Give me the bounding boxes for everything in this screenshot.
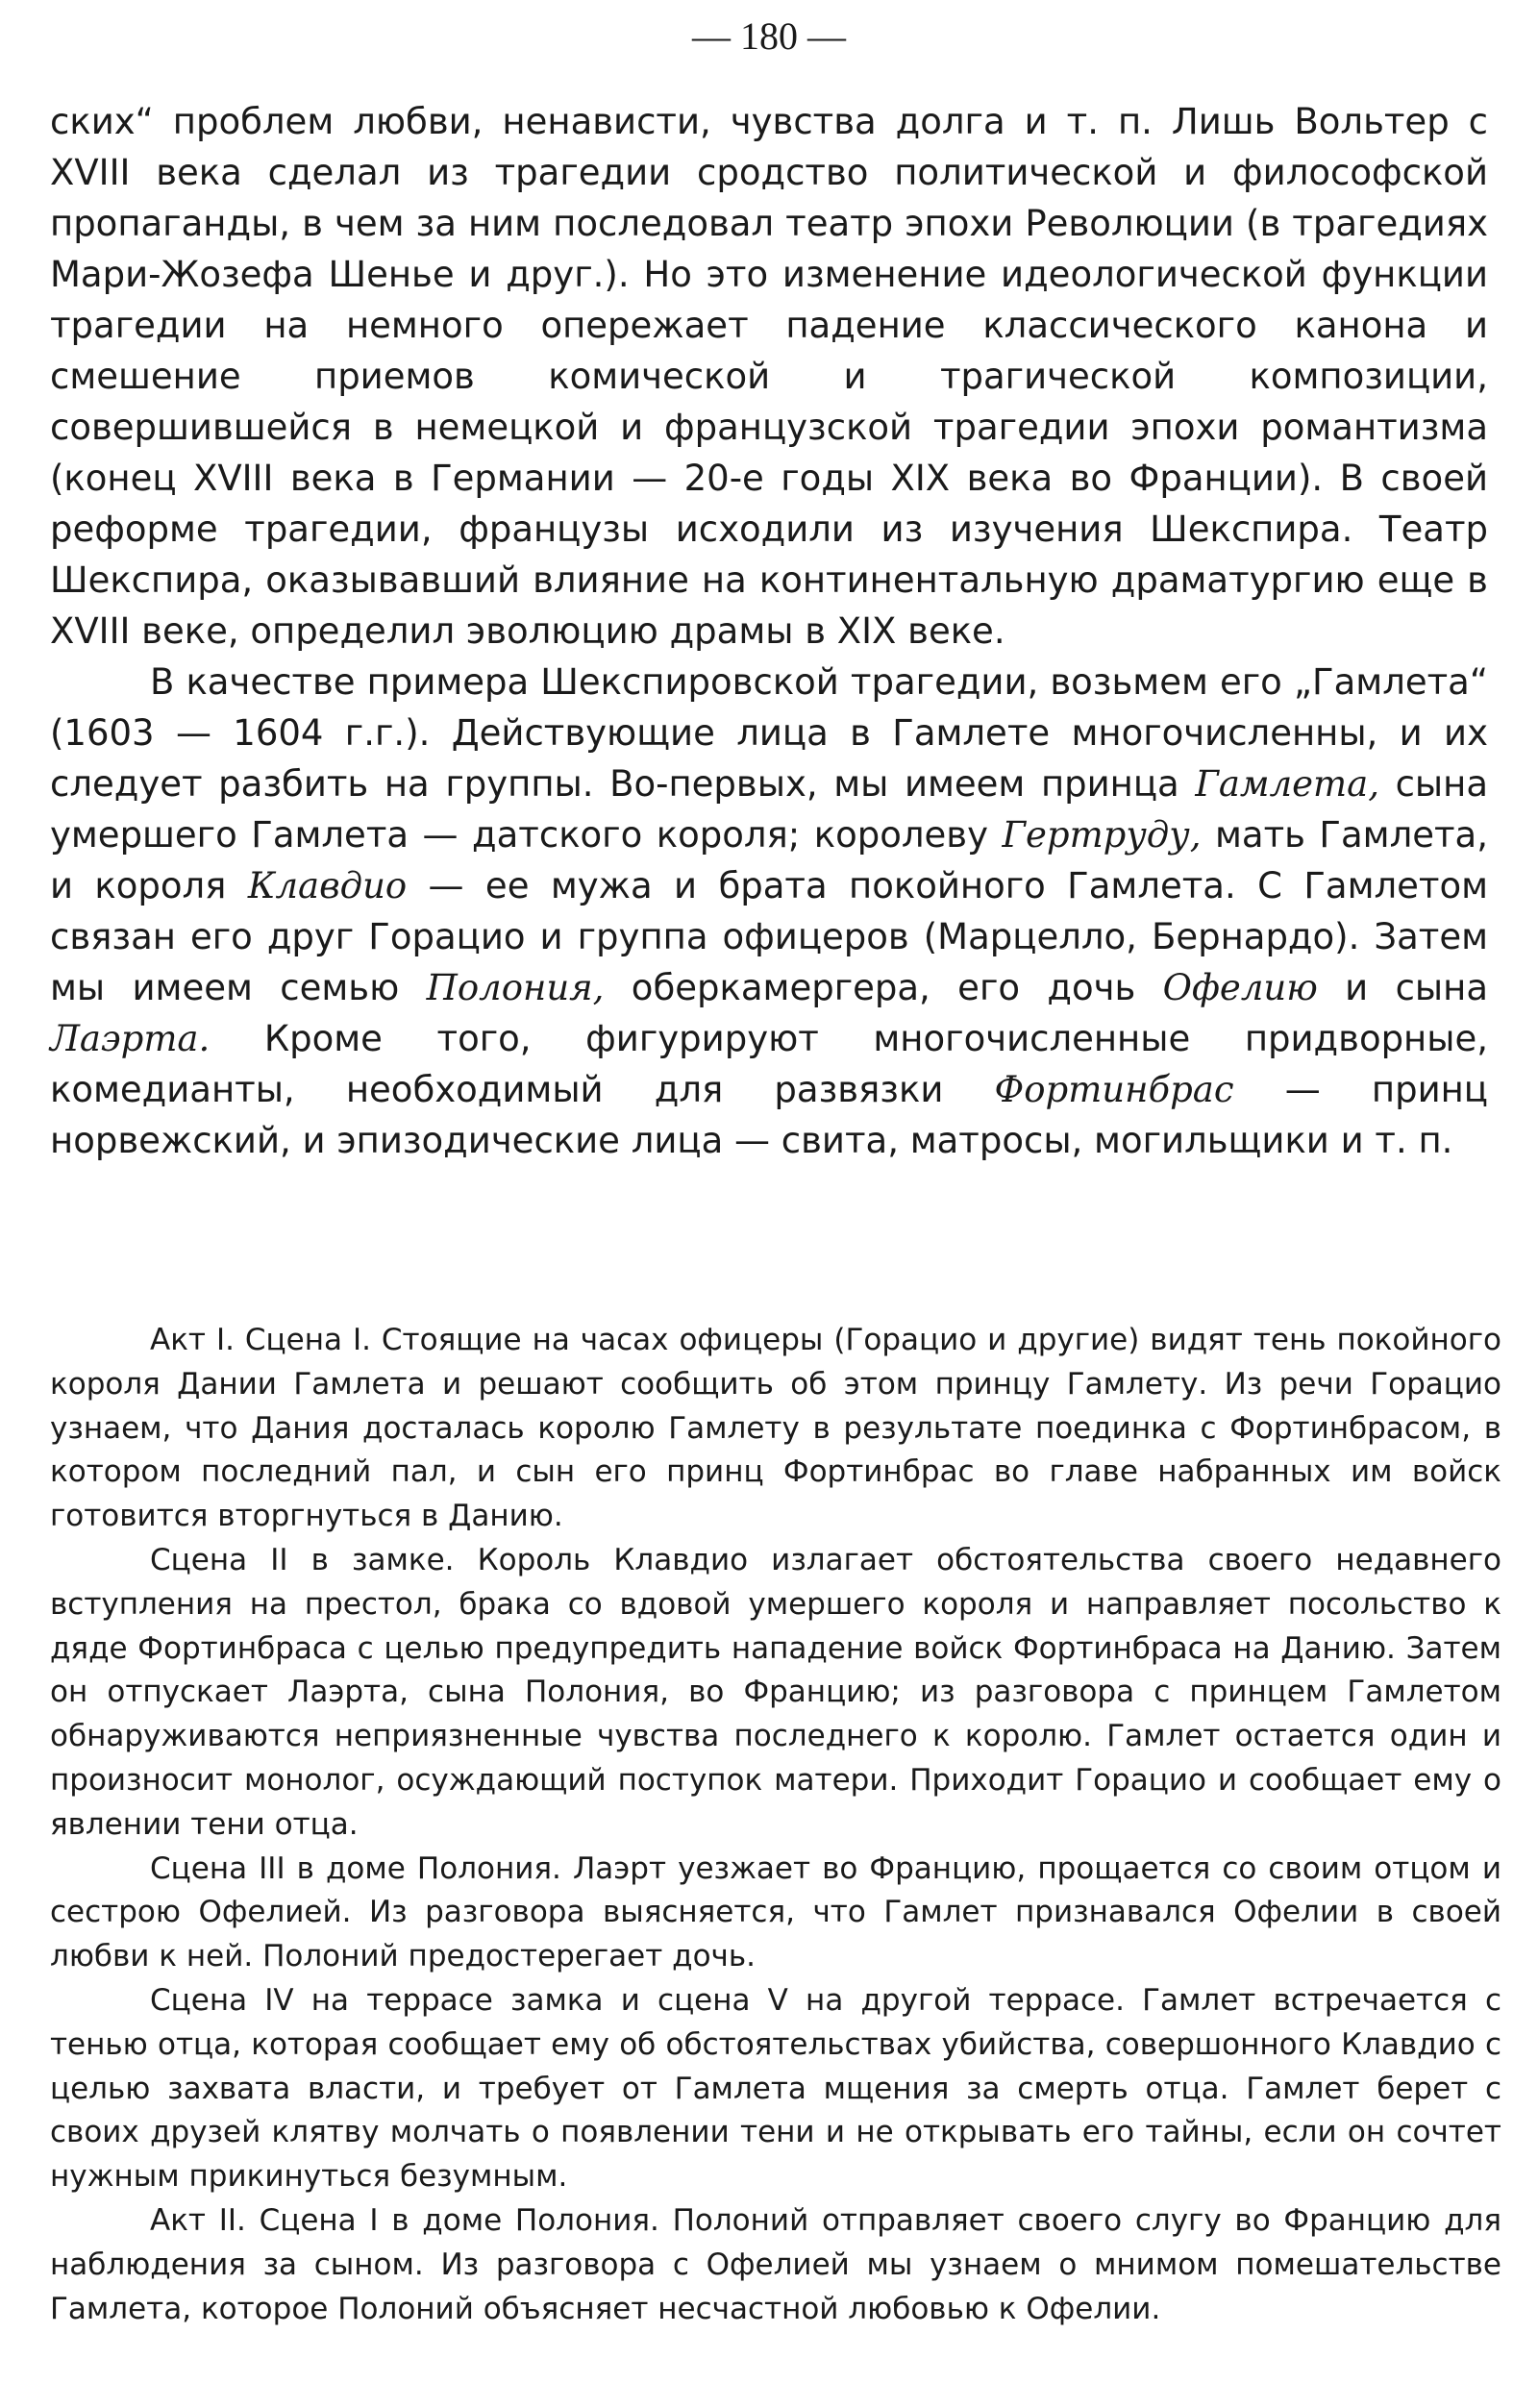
text-span: оберкамергера, его дочь <box>604 967 1163 1008</box>
text-span: Кроме того, фигурируют многочисленные придворные, комедианты, необходимый для развязки <box>50 1018 1488 1110</box>
character-name: Офелию <box>1162 967 1318 1008</box>
text-span: сына умершего Гамлета — датского короля; королеву <box>50 763 1489 856</box>
page-number: — 180 — <box>692 14 846 58</box>
main-text <box>50 96 1488 1166</box>
scene-summary <box>50 1319 1501 2331</box>
paragraph-1: ских“ проблем любви, ненависти, чувства долга и т. п. Лишь Вольтер с XVIII века сделал из трагедии сродство политической и философской пропаганды, в чем за ним последовал театр эпохи Революции (в трагедиях Мари-Жозефа Шенье и друг.). Но это изменение идеологической функции трагедии на немного опережает падение классического канона и смешение приемов комической и трагической композиции, совершившейся в немецкой и французской трагедии эпохи романтизма (конец XVIII века в Германии — 20-е годы XIX века во Франции). В своей реформе трагедии, французы исходили из изучения Шекспира. Театр Шекспира, оказывавший влияние на континентальную драматургию еще в XVIII веке, определил эволюцию драмы в XIX веке. <box>50 101 1488 652</box>
summary-act1-scene2: Сцена II в замке. Король Клавдио излагает обстоятельства своего недавнего вступления на престол, брака со вдовой умершего короля и направляет посольство к дяде Фортинбраса с целью предупредить нападение войск Фортинбраса на Данию. Затем он отпускает Лаэрта, сына Полония, во Францию; из разговора с принцем Гамлетом обнаруживаются неприязненные чувства последнего к королю. Гамлет остается один и произносит монолог, осуждающий поступок матери. Приходит Горацио и сообщает ему о явлении тени отца. <box>50 1542 1501 1842</box>
summary-act1-scene3: Сцена III в доме Полония. Лаэрт уезжает во Францию, прощается со своим отцом и сестрою Офелией. Из разговора выясняется, что Гамлет признавался Офелии в своей любви к ней. Полоний предостерегает дочь. <box>50 1850 1501 1974</box>
character-name: Лаэрта. <box>50 1018 211 1059</box>
character-name: Гертруду, <box>1002 814 1202 856</box>
summary-act1-scene1: Акт I. Сцена I. Стоящие на часах офицеры (Горацио и другие) видят тень покойного короля Дании Гамлета и решают сообщить об этом принцу Гамлету. Из речи Горацио узнаем, что Дания досталась королю Гамлету в результате поединка с Фортинбрасом, в котором последний пал, и сын его принц Фортинбрас во главе набранных им войск готовится вторгнуться в Данию. <box>50 1323 1501 1534</box>
character-name: Фортинбрас <box>994 1069 1234 1110</box>
text-span: и сына <box>1317 967 1488 1008</box>
character-name: Гамлета, <box>1195 763 1379 805</box>
text-span: В качестве примера Шекспировской трагедии, возьмем его „Гамлета“ (1603 — 1604 г.г.). Действующие лица в Гамлете многочисленны, и их следует разбить на группы. Во-первых, мы имеем принца <box>50 661 1488 805</box>
text-span: мать Гамлета, и короля <box>50 814 1488 906</box>
summary-act1-scene4-5: Сцена IV на террасе замка и сцена V на другой террасе. Гамлет встречается с тенью отца, которая сообщает ему об обстоятельствах убийства, совершонного Клавдио с целью захвата власти, и требует от Гамлета мщения за смерть отца. Гамлет берет с своих друзей клятву молчать о появлении тени и не открывать его тайны, если он сочтет нужным прикинуться безумным. <box>50 1982 1501 2195</box>
text-span: — ее мужа и брата покойного Гамлета. С Гамлетом связан его друг Горацио и группа офицеров (Марцелло, Бернардо). Затем мы имеем семью <box>50 865 1488 1008</box>
paragraph-2 <box>50 657 1488 1166</box>
character-name: Полония, <box>426 967 605 1008</box>
character-name: Клавдио <box>247 865 408 906</box>
summary-act2-scene1: Акт II. Сцена I в доме Полония. Полоний отправляет своего слугу во Францию для наблюдения за сыном. Из разговора с Офелией мы узнаем о мнимом помешательстве Гамлета, которое Полоний объясняет несчастной любовью к Офелии. <box>50 2202 1501 2326</box>
text-span: — принц норвежский, и эпизодические лица — свита, матросы, могильщики и т. п. <box>50 1069 1488 1161</box>
